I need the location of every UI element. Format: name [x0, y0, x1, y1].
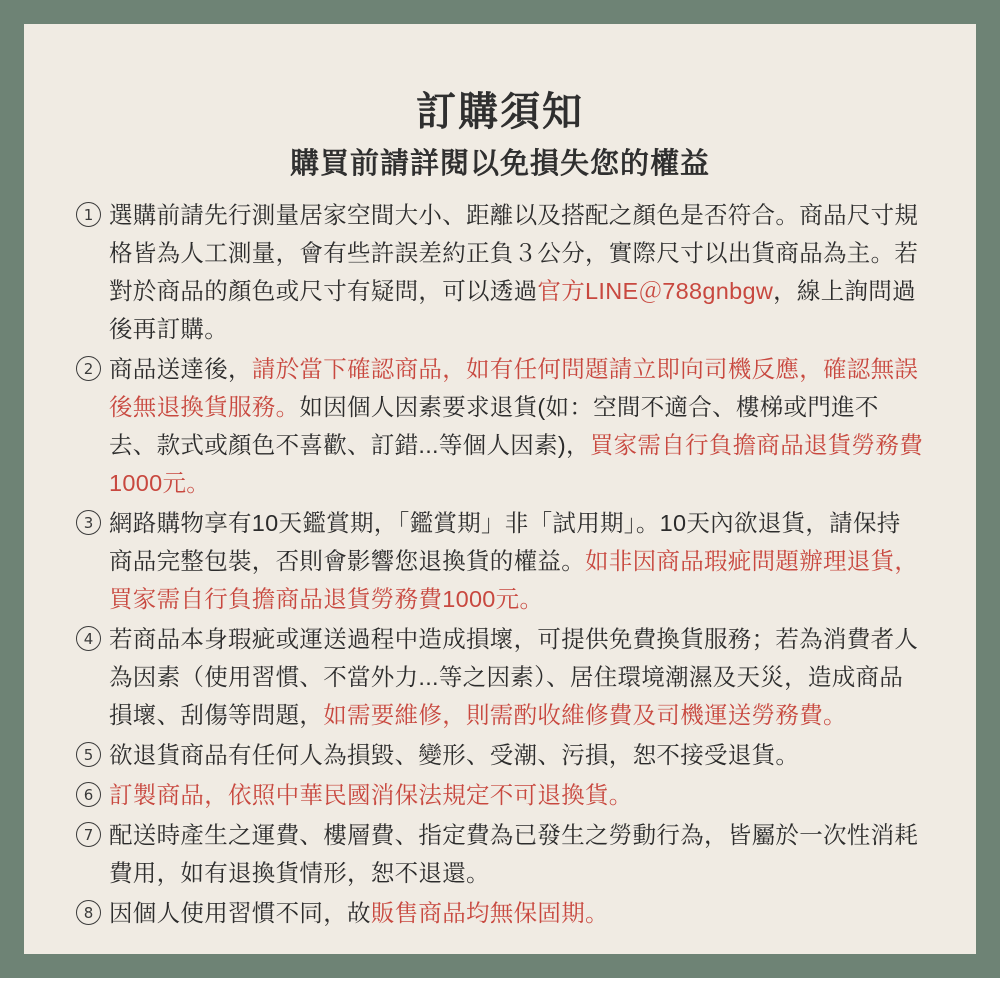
highlighted-text: 如需要維修，則需酌收維修費及司機運送勞務費。	[323, 702, 847, 728]
list-item	[76, 894, 924, 932]
list-item	[76, 736, 924, 774]
list-item-number: 2	[76, 356, 101, 381]
list-item	[76, 620, 924, 734]
list-item-text	[109, 196, 924, 348]
list-item-text	[109, 776, 924, 814]
list-item-number: 6	[76, 782, 101, 807]
page-title: 訂購須知	[416, 90, 584, 134]
body-text: ，線上詢問過後再訂購。	[109, 278, 916, 342]
body-text: 如因個人因素要求退貨(如：空間不適合、樓梯或門進不去、款式或顏色不喜歡、訂錯...等個人因素)，	[109, 394, 879, 458]
list-item-text	[109, 620, 924, 734]
highlighted-text: 官方LINE＠788gnbgw	[537, 278, 774, 304]
list-item-text	[109, 736, 924, 774]
list-item-text	[109, 816, 924, 892]
body-text: 配送時產生之運費、樓層費、指定費為已發生之勞動行為，皆屬於一次性消耗費用，如有退換貨情形，恕不退還。	[109, 822, 919, 886]
list-item	[76, 350, 924, 502]
list-item-text	[109, 894, 924, 932]
list-item-text	[109, 350, 924, 502]
list-item-number: 5	[76, 742, 101, 767]
list-item	[76, 504, 924, 618]
notice-card	[24, 24, 976, 954]
body-text: 網路購物享有10天鑑賞期，「鑑賞期」非「試用期」。10天內欲退貨，請保持商品完整包裝，否則會影響您退換貨的權益。	[109, 510, 901, 574]
list-item	[76, 816, 924, 892]
bottom-strip	[0, 978, 1000, 1000]
highlighted-text: 買家需自行負擔商品退貨勞務費1000元。	[109, 432, 924, 496]
list-item-number: 3	[76, 510, 101, 535]
page-subtitle: 購買前請詳閱以免損失您的權益	[289, 148, 710, 180]
body-text: 商品送達後，	[109, 356, 252, 382]
body-text: 選購前請先行測量居家空間大小、距離以及搭配之顏色是否符合。商品尺寸規格皆為人工測量，會有些許誤差約正負３公分，實際尺寸以出貨商品為主。若對於商品的顏色或尺寸有疑問，可以透過	[109, 202, 919, 304]
list-item	[76, 196, 924, 348]
body-text: 欲退貨商品有任何人為損毀、變形、受潮、污損，恕不接受退貨。	[109, 742, 800, 768]
highlighted-text: 販售商品均無保固期。	[370, 900, 609, 926]
list-item-number: 7	[76, 822, 101, 847]
list-item-text	[109, 504, 924, 618]
list-item-number: 8	[76, 900, 101, 925]
body-text: 若商品本身瑕疵或運送過程中造成損壞，可提供免費換貨服務；若為消費者人為因素（使用習慣、不當外力...等之因素）、居住環境潮濕及天災，造成商品損壞、刮傷等問題，	[109, 626, 919, 728]
highlighted-text: 如非因商品瑕疵問題辦理退貨，買家需自行負擔商品退貨勞務費1000元。	[109, 548, 919, 612]
highlighted-text: 請於當下確認商品，如有任何問題請立即向司機反應，確認無誤後無退換貨服務。	[109, 356, 919, 420]
list-item	[76, 776, 924, 814]
notice-list	[76, 196, 924, 932]
list-item-number: 1	[76, 202, 101, 227]
body-text: 因個人使用習慣不同，故	[109, 900, 371, 926]
highlighted-text: 訂製商品，依照中華民國消保法規定不可退換貨。	[109, 782, 633, 808]
list-item-number: 4	[76, 626, 101, 651]
